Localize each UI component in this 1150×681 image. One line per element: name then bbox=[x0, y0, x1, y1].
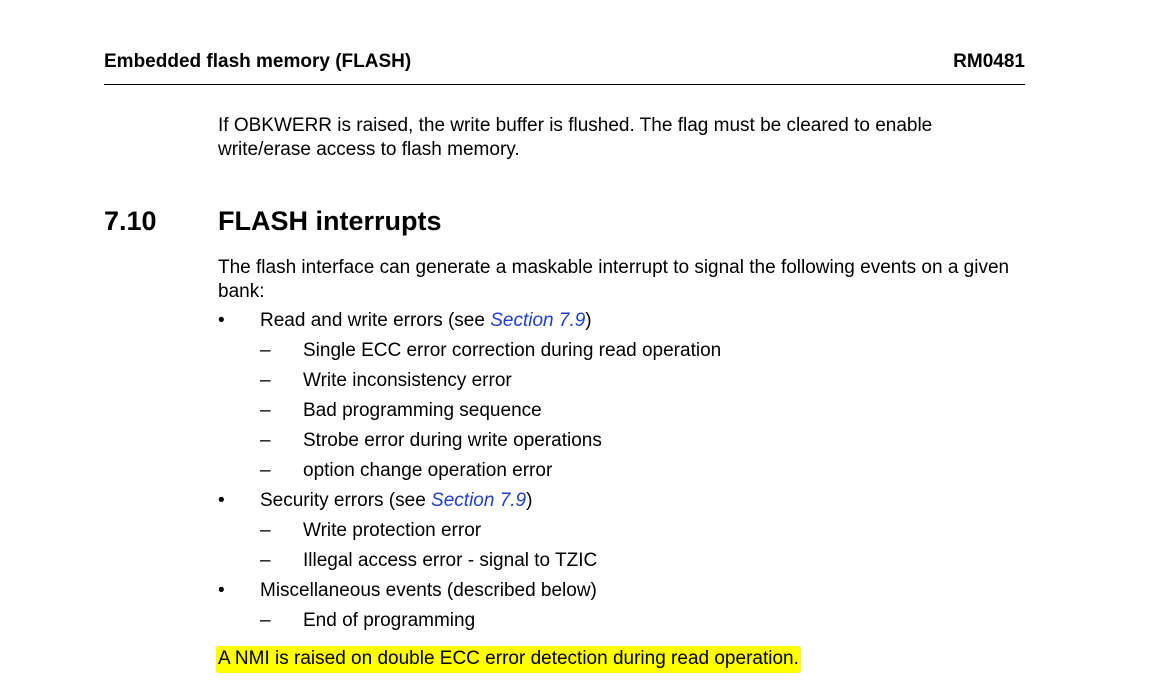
bullet-marker: • bbox=[218, 580, 225, 601]
dash-marker: – bbox=[260, 340, 271, 361]
section-title: FLASH interrupts bbox=[218, 206, 442, 236]
highlighted-note: A NMI is raised on double ECC error detection during read operation. bbox=[216, 646, 801, 673]
list-item-prefix: Security errors (see bbox=[260, 490, 432, 511]
list-item-suffix: ) bbox=[585, 310, 592, 331]
sub-list-item bbox=[0, 429, 1150, 459]
sub-list-item-text: End of programming bbox=[303, 610, 476, 631]
list-item bbox=[0, 489, 1150, 519]
dash-marker: – bbox=[260, 400, 271, 421]
list-item bbox=[0, 309, 1150, 339]
dash-marker: – bbox=[260, 370, 271, 391]
sub-list-item bbox=[0, 399, 1150, 429]
section-link[interactable]: Section 7.9 bbox=[431, 490, 527, 511]
sub-list-item bbox=[0, 339, 1150, 369]
list-item-text: Miscellaneous events (described below) bbox=[260, 580, 597, 601]
sub-list-item-text: Strobe error during write operations bbox=[303, 430, 602, 451]
section-lead-paragraph: The flash interface can generate a maskable interrupt to signal the following events on a given bank: bbox=[218, 257, 1010, 302]
sub-list-item-text: Bad programming sequence bbox=[303, 400, 542, 421]
sub-list-item bbox=[0, 519, 1150, 549]
document-code: RM0481 bbox=[953, 51, 1025, 72]
chapter-title: Embedded flash memory (FLASH) bbox=[104, 51, 412, 72]
sub-list-item bbox=[0, 609, 1150, 639]
list-item-text bbox=[260, 489, 532, 513]
interrupt-events-list bbox=[0, 309, 1150, 639]
sub-list-item bbox=[0, 459, 1150, 489]
sub-list-item-text: option change operation error bbox=[303, 460, 553, 481]
dash-marker: – bbox=[260, 610, 271, 631]
section-number: 7.10 bbox=[104, 206, 157, 236]
sub-list-item-text: Write protection error bbox=[303, 520, 482, 541]
sub-list-item-text: Illegal access error - signal to TZIC bbox=[303, 550, 598, 571]
dash-marker: – bbox=[260, 520, 271, 541]
sub-list-item-text: Write inconsistency error bbox=[303, 370, 512, 391]
page-header bbox=[104, 50, 1025, 85]
dash-marker: – bbox=[260, 460, 271, 481]
intro-paragraph: If OBKWERR is raised, the write buffer is flushed. The flag must be cleared to enable write/erase access to flash memory. bbox=[218, 115, 933, 160]
list-item bbox=[0, 579, 1150, 609]
sub-list-item-text: Single ECC error correction during read operation bbox=[303, 340, 722, 361]
dash-marker: – bbox=[260, 550, 271, 571]
list-item-text bbox=[260, 309, 592, 333]
bullet-marker: • bbox=[218, 310, 225, 331]
list-item-suffix: ) bbox=[526, 490, 533, 511]
sub-list-item bbox=[0, 549, 1150, 579]
dash-marker: – bbox=[260, 430, 271, 451]
section-link[interactable]: Section 7.9 bbox=[490, 310, 586, 331]
sub-list-item bbox=[0, 369, 1150, 399]
list-item-prefix: Read and write errors (see bbox=[260, 310, 491, 331]
bullet-marker: • bbox=[218, 490, 225, 511]
